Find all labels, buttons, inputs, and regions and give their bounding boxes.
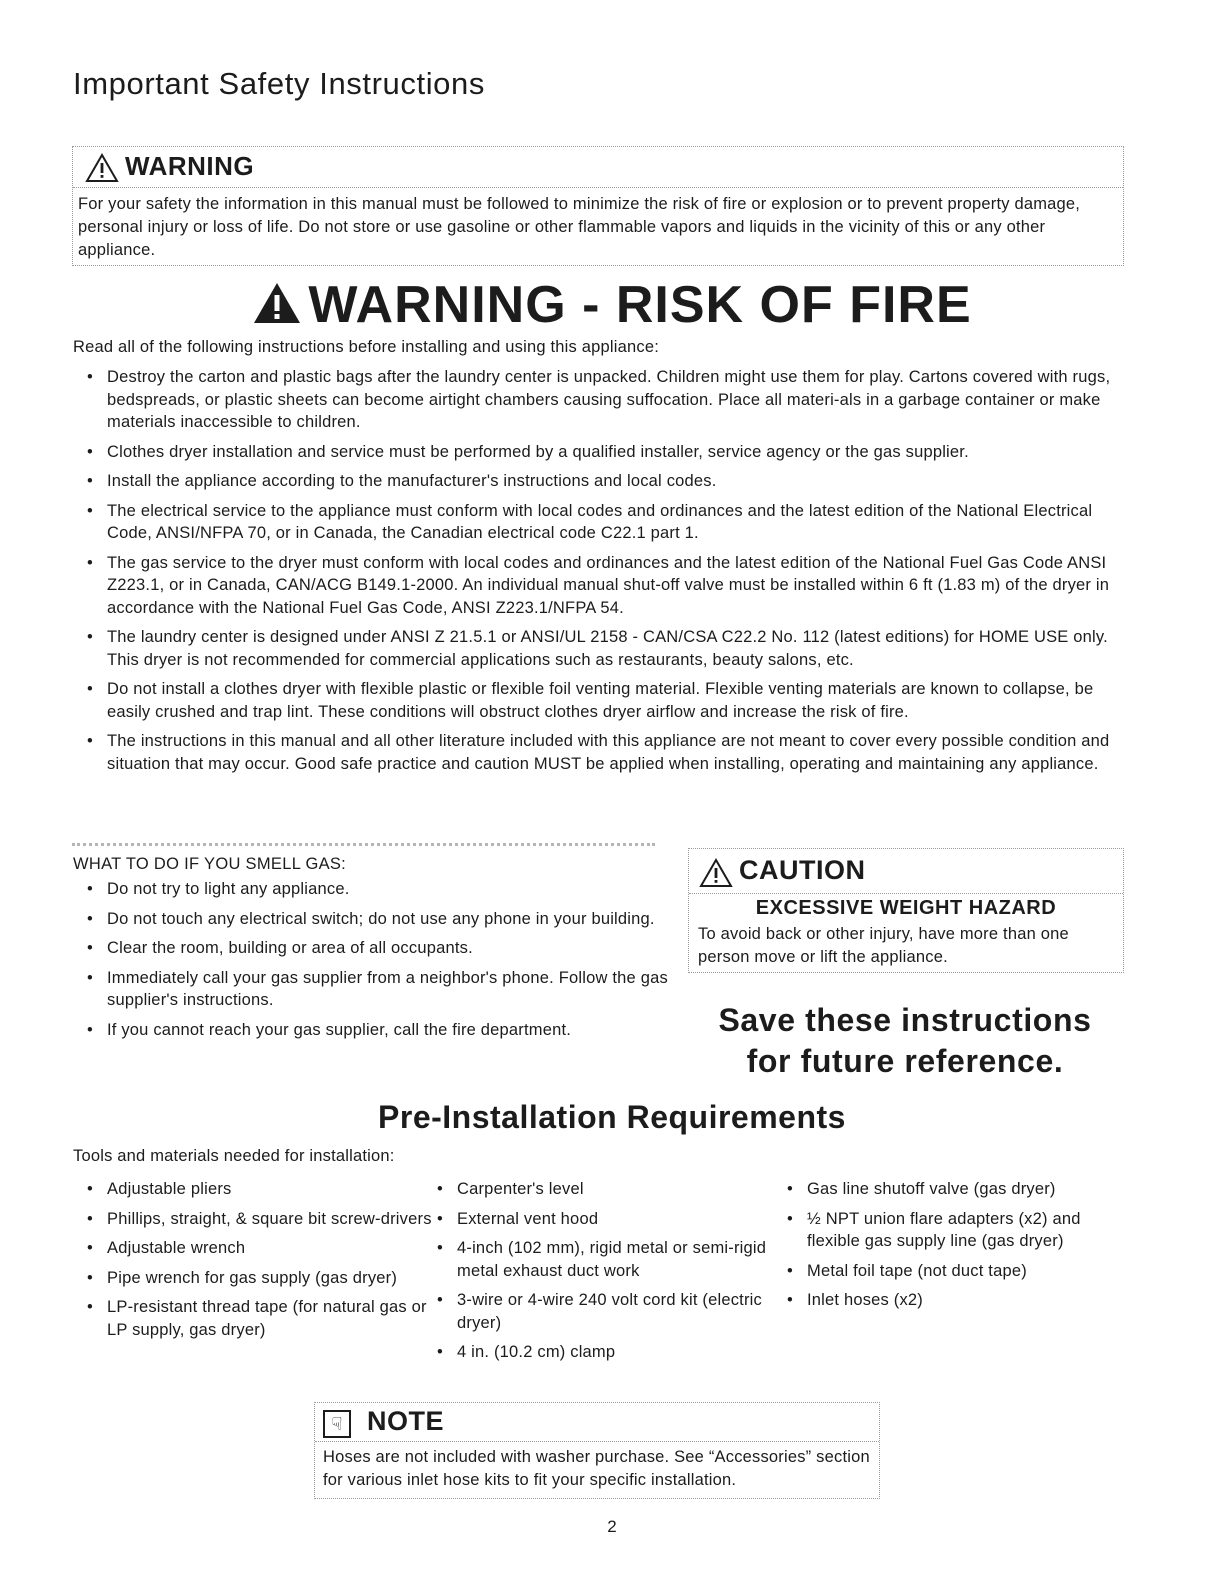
save-instructions-line1: Save these instructions	[718, 1002, 1092, 1038]
save-instructions	[688, 1000, 1122, 1082]
list-item: • Do not install a clothes dryer with flexible plastic or flexible foil venting material. Flexible venting materials are known to collapse, be easily crushed and trap lint. These conditions will obstruct clothes dryer airflow and increase the risk of fire.	[73, 678, 1133, 723]
caution-text: To avoid back or other injury, have more than one person move or lift the appliance.	[698, 925, 1069, 966]
fire-warning-title	[0, 275, 1224, 335]
note-text: Hoses are not included with washer purchase. See “Accessories” section for various inlet hose kits to fit your specific installation.	[323, 1448, 870, 1489]
tools-intro: Tools and materials needed for installation:	[73, 1147, 395, 1165]
list-item: • 3-wire or 4-wire 240 volt cord kit (electric dryer)	[423, 1289, 783, 1334]
caution-header	[689, 849, 1123, 894]
list-item: • Install the appliance according to the manufacturer's instructions and local codes.	[73, 470, 1133, 493]
list-item: • The gas service to the dryer must conform with local codes and ordinances and the latest edition of the National Fuel Gas Code ANSI Z223.1, or in Canada, CAN/ACG B149.1-2000. An individual manual shut-off valve must be installed within 6 ft (1.83 m) of the dryer in accordance with the National Fuel Gas Code, ANSI Z223.1/NFPA 54.	[73, 552, 1133, 620]
fire-warning-intro: Read all of the following instructions before installing and using this appliance:	[73, 338, 659, 356]
page-title: Important Safety Instructions	[73, 66, 485, 101]
list-item: • 4-inch (102 mm), rigid metal or semi-rigid metal exhaust duct work	[423, 1237, 783, 1282]
page-number: 2	[607, 1517, 617, 1536]
caution-box	[688, 848, 1124, 973]
warning-triangle-icon	[699, 858, 733, 888]
pre-installation-title: Pre-Installation Requirements	[378, 1099, 846, 1135]
list-item: • ½ NPT union flare adapters (x2) and flexible gas supply line (gas dryer)	[773, 1208, 1133, 1253]
warning-box	[72, 146, 1124, 266]
warning-label: WARNING	[125, 151, 255, 181]
fire-warning-list	[73, 366, 1133, 782]
caution-subheading: EXCESSIVE WEIGHT HAZARD	[755, 897, 1057, 919]
save-instructions-line2: for future reference.	[746, 1043, 1064, 1079]
list-item: • Carpenter's level	[423, 1178, 783, 1201]
list-item: • Do not touch any electrical switch; do not use any phone in your building.	[73, 908, 673, 931]
tools-column-3	[773, 1178, 1133, 1319]
list-item: • The instructions in this manual and all other literature included with this appliance are not meant to cover every possible condition and situation that may occur. Good safe practice and caution MUST be applied when installing, operating and maintaining any appliance.	[73, 730, 1133, 775]
tools-column-1	[73, 1178, 433, 1348]
list-item: • Do not try to light any appliance.	[73, 878, 673, 901]
warning-header	[73, 147, 1123, 188]
list-item: • Inlet hoses (x2)	[773, 1289, 1133, 1312]
list-item: • Phillips, straight, & square bit screw-drivers	[73, 1208, 433, 1231]
list-item: • If you cannot reach your gas supplier, call the fire department.	[73, 1019, 673, 1042]
list-item: • Pipe wrench for gas supply (gas dryer)	[73, 1267, 433, 1290]
note-hand-icon: ☟	[323, 1410, 351, 1438]
list-item: • Clothes dryer installation and service must be performed by a qualified installer, service agency or the gas supplier.	[73, 441, 1133, 464]
tools-column-2	[423, 1178, 783, 1371]
list-item: • 4 in. (10.2 cm) clamp	[423, 1341, 783, 1364]
warning-triangle-icon	[85, 153, 119, 183]
list-item: • The laundry center is designed under ANSI Z 21.5.1 or ANSI/UL 2158 - CAN/CSA C22.2 No. 112 (latest editions) for HOME USE only. This dryer is not recommended for commercial applications such as restaurants, beauty salons, etc.	[73, 626, 1133, 671]
list-item: • Metal foil tape (not duct tape)	[773, 1260, 1133, 1283]
list-item: • Clear the room, building or area of all occupants.	[73, 937, 673, 960]
gas-smell-list	[73, 878, 673, 1048]
fire-warning-title-text: WARNING - RISK OF FIRE	[308, 276, 972, 334]
warning-triangle-filled-icon	[252, 280, 302, 326]
list-item: • The electrical service to the appliance must conform with local codes and ordinances and the latest edition of the National Electrical Code, ANSI/NFPA 70, or in Canada, the Canadian electrical code C22.1 part 1.	[73, 500, 1133, 545]
note-box	[314, 1402, 880, 1499]
note-header	[315, 1403, 879, 1442]
section-divider	[72, 843, 655, 846]
list-item: • External vent hood	[423, 1208, 783, 1231]
caution-label: CAUTION	[739, 855, 866, 885]
list-item: • Adjustable wrench	[73, 1237, 433, 1260]
list-item: • Destroy the carton and plastic bags after the laundry center is unpacked. Children might use them for play. Cartons covered with rugs, bedspreads, or plastic sheets can become airtight chambers causing suffocation. Place all materi-als in a garbage container or make materials inaccessible to children.	[73, 366, 1133, 434]
list-item: • LP-resistant thread tape (for natural gas or LP supply, gas dryer)	[73, 1296, 433, 1341]
list-item: • Gas line shutoff valve (gas dryer)	[773, 1178, 1133, 1201]
note-label: NOTE	[367, 1406, 445, 1436]
list-item: • Adjustable pliers	[73, 1178, 433, 1201]
gas-smell-heading: WHAT TO DO IF YOU SMELL GAS:	[73, 855, 347, 873]
warning-text: For your safety the information in this manual must be followed to minimize the risk of fire or explosion or to prevent property damage, personal injury or loss of life. Do not store or use gasoline or other flammable vapors and liquids in the vicinity of this or any other appliance.	[78, 195, 1081, 259]
list-item: • Immediately call your gas supplier from a neighbor's phone. Follow the gas supplier's instructions.	[73, 967, 673, 1012]
